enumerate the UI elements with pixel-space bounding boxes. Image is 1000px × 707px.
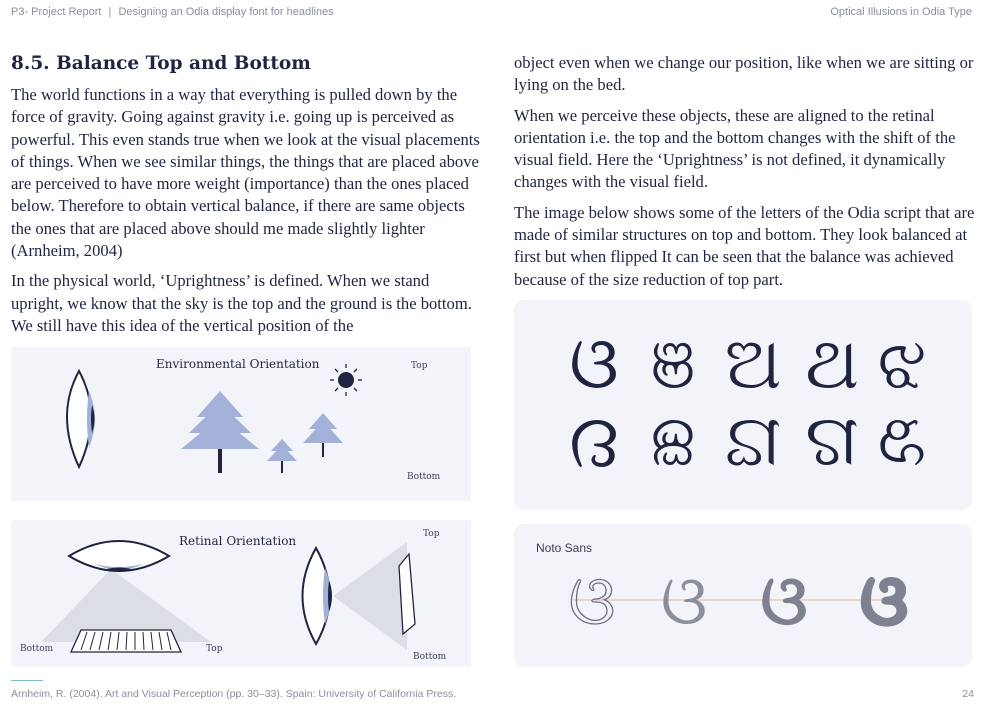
top-label: Top xyxy=(411,361,428,371)
section-heading: 8.5. Balance Top and Bottom xyxy=(11,53,311,74)
paragraph: The world functions in a way that everything is pulled down by the force of gravity. Going against gravity i.e. going up is perceived as powerful. This even stands true when we look at the visual placements of things. When we see similar things, the things that are placed above are perceived to have more weight (importance) than the ones placed below. Therefore to obtain vertical balance, if there are same objects the ones that are placed above should me made slightly lighter (Arnheim, 2004) xyxy=(11,85,480,261)
paragraph: When we perceive these objects, these are aligned to the retinal orientation i.e. the top and the bottom changes with the shift of the visual field. Here the ‘Uprightness’ is not defined, it dynamically changes with the visual field. xyxy=(514,105,956,192)
top-label-left: Top xyxy=(206,644,223,654)
odia-letters-illustration xyxy=(514,300,972,510)
environmental-orientation-figure xyxy=(11,347,471,501)
glyph-black: ଓ xyxy=(860,562,908,641)
running-header-right: Optical Illusions in Odia Type xyxy=(830,6,972,18)
odia-letter-upright: ଝ xyxy=(877,321,927,405)
glyph-bold: ଓ xyxy=(760,562,808,641)
bottom-label: Bottom xyxy=(407,472,441,482)
odia-letter-flipped: ଥ xyxy=(805,403,859,487)
left-column xyxy=(11,84,481,345)
sun-icon xyxy=(330,364,362,396)
glyph-regular: ଓ xyxy=(660,562,708,641)
page-number: 24 xyxy=(962,688,974,700)
report-title: P3- Project Report xyxy=(11,6,102,18)
footer-citation: Arnheim, R. (2004). Art and Visual Perception (pp. 30–33). Spain: University of California Press. xyxy=(11,688,457,700)
odia-letter-upright: ଅ xyxy=(724,321,782,405)
figure-title: Retinal Orientation xyxy=(179,534,297,548)
figure-title: Environmental Orientation xyxy=(156,357,320,371)
odia-letter-upright: ଓ xyxy=(569,321,619,405)
environmental-orientation-illustration xyxy=(11,347,471,501)
paragraph: object even when we change our position, like when we are sitting or lying on the bed. xyxy=(514,53,974,95)
right-column xyxy=(514,52,984,299)
odia-letter-flipped: ଅ xyxy=(724,403,782,487)
vision-cone-right xyxy=(333,542,407,650)
odia-letters-panel xyxy=(514,300,972,510)
footer-rule xyxy=(11,680,43,681)
font-label: Noto Sans xyxy=(536,541,593,555)
odia-letter-flipped: ଝ xyxy=(877,403,927,487)
small-tree-icon xyxy=(267,439,297,473)
top-label-right: Top xyxy=(423,529,440,539)
font-weights-panel xyxy=(514,524,972,667)
font-weights-illustration xyxy=(514,524,972,667)
paragraph: The image below shows some of the letters of the Odia script that are made of similar structures on top and bottom. They look balanced at first but when flipped It can be seen that the balance was achieved because of the size reduction of top part. xyxy=(514,202,975,289)
medium-tree-icon xyxy=(303,413,343,457)
glyph-outline-thin: ଓ xyxy=(568,562,616,641)
bottom-label-right: Bottom xyxy=(413,652,447,662)
report-subtitle: Designing an Odia display font for headlines xyxy=(118,6,334,18)
retinal-orientation-figure xyxy=(11,520,471,667)
floor-grid-icon xyxy=(71,630,181,652)
header-separator: | xyxy=(108,6,112,18)
retinal-orientation-illustration xyxy=(11,520,471,667)
odia-letter-flipped: ଓ xyxy=(569,403,619,487)
running-header-left xyxy=(11,6,334,18)
bottom-label-left: Bottom xyxy=(20,644,54,654)
odia-letter-upright: ଥ xyxy=(805,321,859,405)
paragraph: In the physical world, ‘Uprightness’ is defined. When we stand upright, we know that the sky is the top and the ground is the bottom. We still have this idea of the vertical position of the xyxy=(11,271,472,335)
horizontal-eye-icon xyxy=(69,541,169,571)
odia-letter-upright: ଞ xyxy=(650,321,696,405)
odia-letter-flipped: ଞ xyxy=(650,403,696,487)
large-tree-icon xyxy=(181,391,259,473)
